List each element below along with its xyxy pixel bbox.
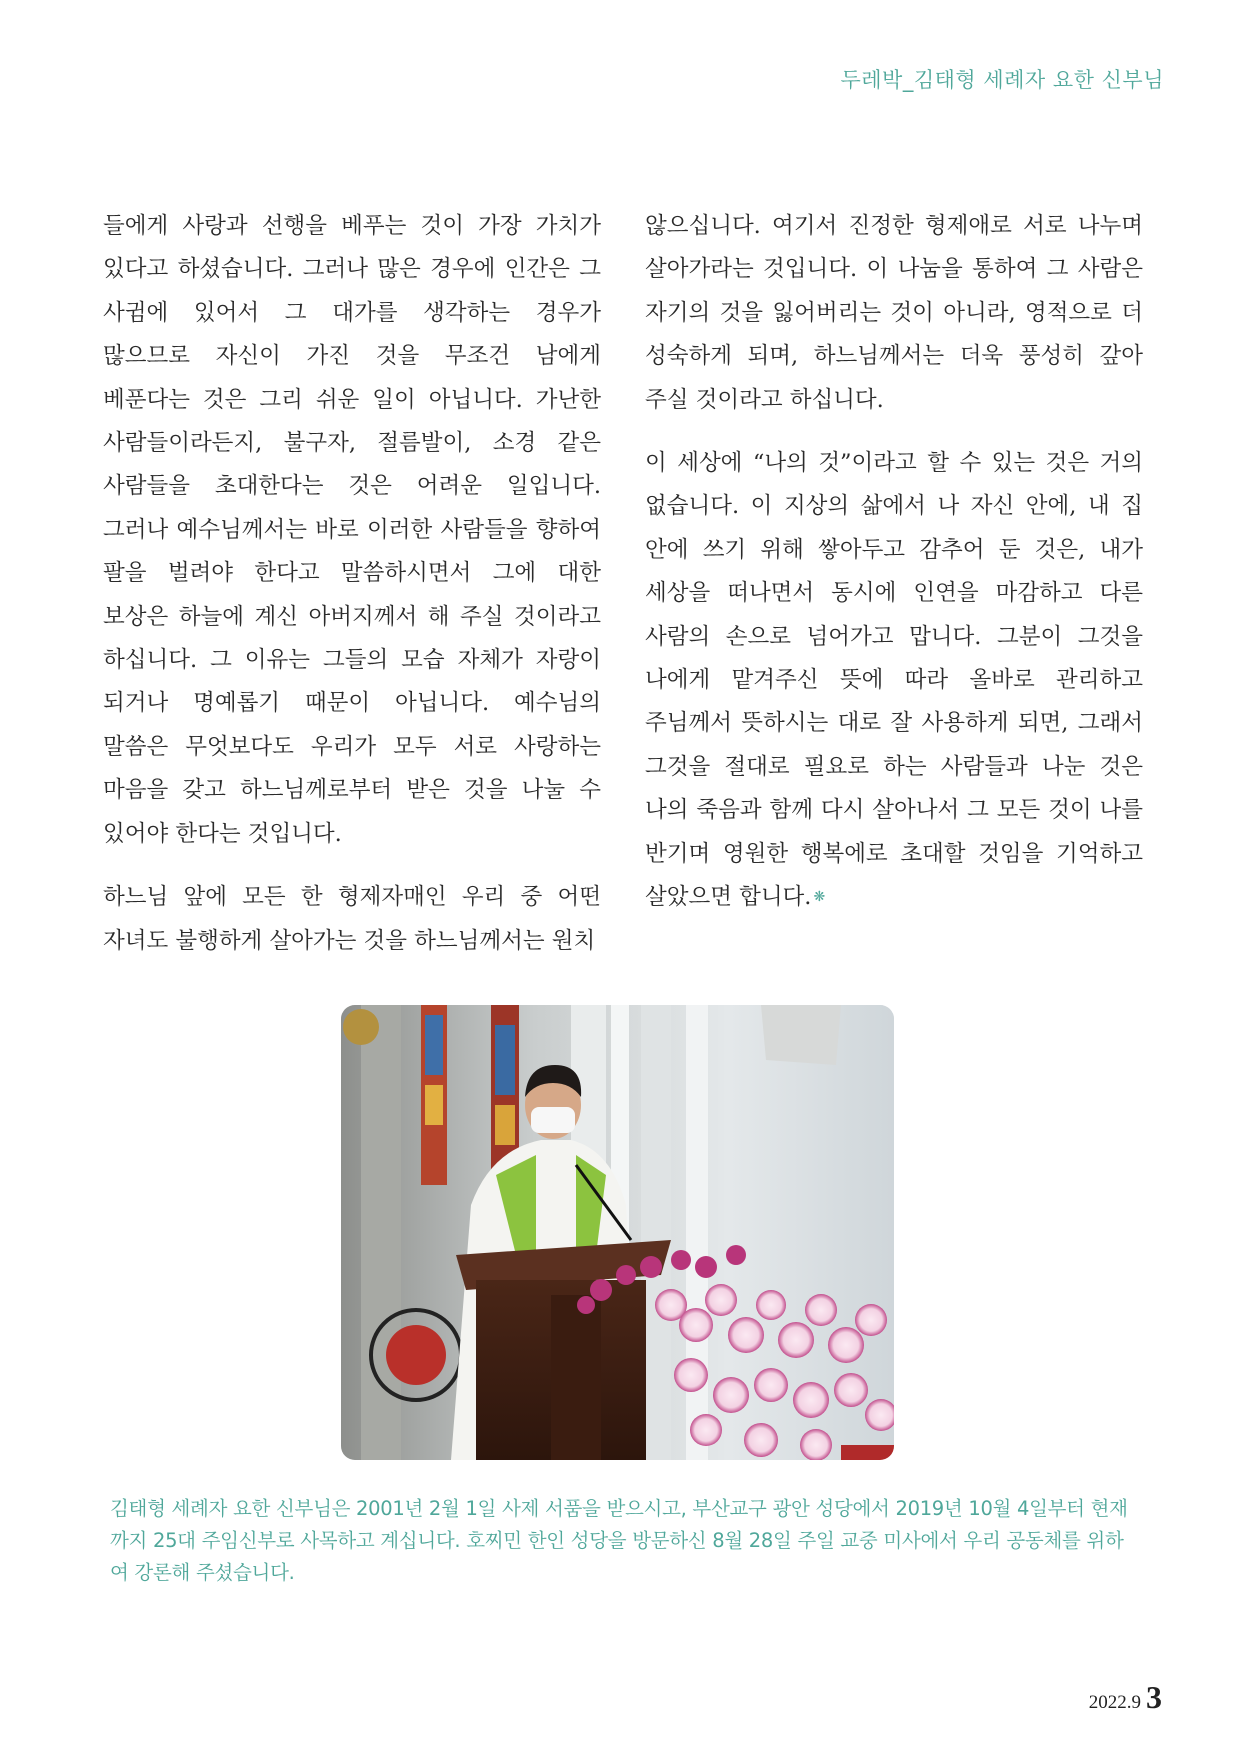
article-column-left: [103, 205, 601, 963]
article-paragraph: 하느님 앞에 모든 한 형제자매인 우리 중 어떤 자녀도 불행하게 살아가는 것을 하느님께서는 원치: [103, 884, 601, 954]
end-of-article-mark-icon: ❋: [813, 889, 826, 906]
running-header: 두레박_김태형 세례자 요한 신부님: [840, 68, 1164, 92]
article-column-right: [645, 205, 1143, 963]
article-paragraph-text: 이 세상에 “나의 것”이라고 할 수 있는 것은 거의 없습니다. 이 지상의 삶에서 나 자신 안에, 내 집 안에 쓰기 위해 쌓아두고 감추어 둔 것은, 내가 세상을 떠나면서 동시에 인연을 마감하고 다른 사람의 손으로 넘어가고 맙니다. 그분이 그것을 나에게 맡겨주신 뜻에 따라 올바로 관리하고 주님께서 뜻하시는 대로 잘 사용하게 되면, 그래서 그것을 절대로 필요로 하는 사람들과 나눈 것은 나의 죽음과 함께 다시 살아나서 그 모든 것이 나를 반기며 영원한 행복에로 초대할 것임을 기억하고 살았으면 합니다.: [645, 450, 1143, 911]
article-paragraph: 않으십니다. 여기서 진정한 형제애로 서로 나누며 살아가라는 것입니다. 이 나눔을 통하여 그 사람은 자기의 것을 잃어버리는 것이 아니라, 영적으로 더 성숙하게 되며, 하느님께서는 더욱 풍성히 갚아 주실 것이라고 하십니다.: [645, 213, 1143, 413]
article-paragraph: 들에게 사랑과 선행을 베푸는 것이 가장 가치가 있다고 하셨습니다. 그러나 많은 경우에 인간은 그 사귐에 있어서 그 대가를 생각하는 경우가 많으므로 자신이 가진 것을 무조건 남에게 베푼다는 것은 그리 쉬운 일이 아닙니다. 가난한 사람들이라든지, 불구자, 절름발이, 소경 같은 사람들을 초대한다는 것은 어려운 일입니다. 그러나 예수님께서는 바로 이러한 사람들을 향하여 팔을 벌려야 한다고 말씀하시면서 그에 대한 보상은 하늘에 계신 아버지께서 해 주실 것이라고 하십니다. 그 이유는 그들의 모습 자체가 자랑이 되거나 명예롭기 때문이 아닙니다. 예수님의 말씀은 무엇보다도 우리가 모두 서로 사랑하는 마음을 갖고 하느님께로부터 받은 것을 나눌 수 있어야 한다는 것입니다.: [103, 213, 601, 847]
priest-photo: [341, 1005, 894, 1460]
page-footer: [1089, 1679, 1162, 1716]
issue-date: 2022.9: [1088, 1692, 1141, 1713]
article-paragraph-last: [645, 442, 1143, 920]
article-body: [103, 205, 1143, 963]
page-number: 3: [1146, 1679, 1162, 1715]
priest-at-lectern-photo-icon: [341, 1005, 894, 1460]
photo-caption: 김태형 세례자 요한 신부님은 2001년 2월 1일 사제 서품을 받으시고, 부산교구 광안 성당에서 2019년 10월 4일부터 현재까지 25대 주임신부로 사목하고 계십니다. 호찌민 한인 성당을 방문하신 8월 28일 주일 교중 미사에서 우리 공동체를 위하여 강론해 주셨습니다.: [110, 1497, 1128, 1584]
